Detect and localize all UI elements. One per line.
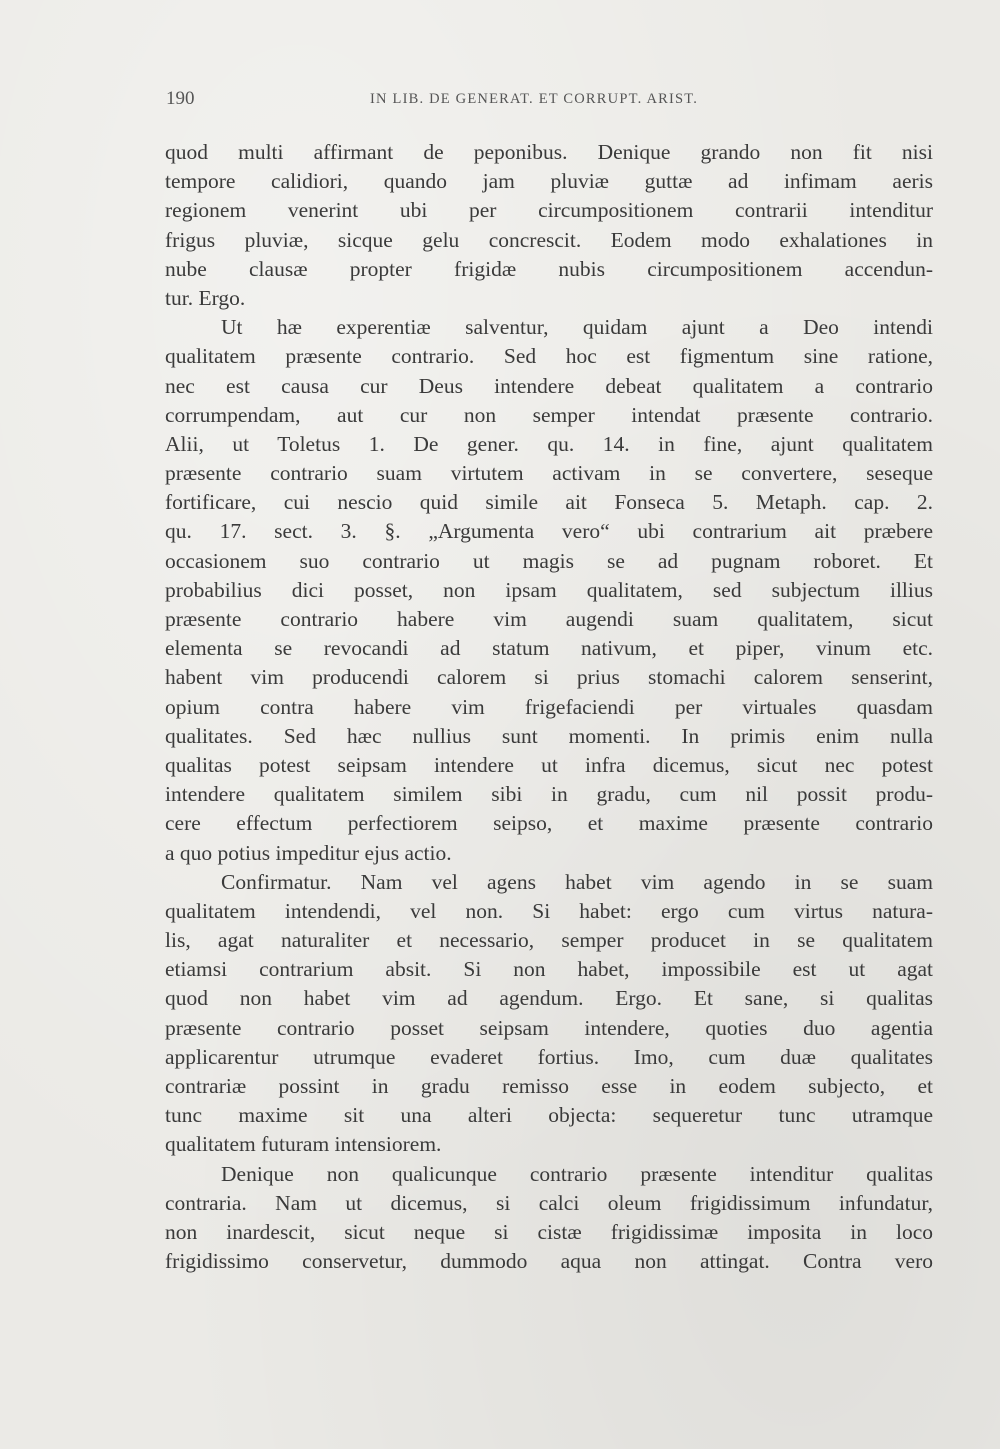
text-line: opium contra habere vim frigefaciendi per virtuales quasdam (165, 694, 933, 719)
text-line: Confirmatur. Nam vel agens habet vim agendo in se suam (221, 869, 933, 894)
text-line: non inardescit, sicut neque si cistæ frigidissimæ imposita in loco (165, 1219, 933, 1244)
text-line: lis, agat naturaliter et necessario, semper producet in se qualitatem (165, 928, 933, 953)
text-line: tempore calidiori, quando jam pluviæ guttæ ad infimam aeris (165, 169, 933, 194)
text-line: a quo potius impeditur ejus actio. (165, 840, 452, 865)
page-number: 190 (166, 88, 195, 109)
text-line: qualitates. Sed hæc nullius sunt momenti. In primis enim nulla (165, 723, 933, 748)
page-header (166, 88, 936, 112)
text-line: habent vim producendi calorem si prius stomachi calorem senserint, (165, 665, 933, 690)
text-line: contrariæ possint in gradu remisso esse in eodem subjecto, et (165, 1074, 933, 1098)
text-line: Ut hæ experentiæ salventur, quidam ajunt a Deo intendi (221, 315, 933, 340)
text-line: occasionem suo contrario ut magis se ad pugnam roboret. Et (165, 548, 933, 573)
text-line: fortificare, cui nescio quid simile ait Fonseca 5. Metaph. cap. 2. (165, 490, 933, 515)
text-line: qu. 17. sect. 3. §. „Argumenta vero“ ubi contrarium ait præbere (165, 519, 933, 544)
text-line: præsente contrario habere vim augendi suam qualitatem, sicut (165, 607, 933, 631)
text-line: cere effectum perfectiorem seipso, et maxime præsente contrario (165, 811, 933, 836)
paragraph (165, 313, 933, 868)
text-line: præsente contrario posset seipsam intendere, quoties duo agentia (165, 1015, 933, 1040)
text-line: qualitas potest seipsam intendere ut infra dicemus, sicut nec potest (165, 752, 933, 777)
text-line: intendere qualitatem similem sibi in gradu, cum nil possit produ- (165, 782, 933, 807)
text-line: tunc maxime sit una alteri objecta: sequeretur tunc utramque (165, 1103, 933, 1128)
text-line: corrumpendam, aut cur non semper intendat præsente contrario. (165, 402, 933, 427)
text-line: tur. Ergo. (165, 285, 246, 310)
text-line: qualitatem præsente contrario. Sed hoc est figmentum sine ratione, (165, 344, 933, 369)
text-line: nec est causa cur Deus intendere debeat qualitatem a contrario (165, 373, 933, 398)
text-line: etiamsi contrarium absit. Si non habet, impossibile est ut agat (165, 957, 933, 982)
text-line: applicarentur utrumque evaderet fortius. Imo, cum duæ qualitates (165, 1044, 933, 1069)
text-line: qualitatem intendendi, vel non. Si habet: ergo cum virtus natura- (165, 898, 933, 923)
text-line: præsente contrario suam virtutem activam in se convertere, seseque (165, 461, 933, 486)
text-line: quod non habet vim ad agendum. Ergo. Et sane, si qualitas (165, 986, 933, 1011)
paragraph (165, 1160, 933, 1277)
text-line: qualitatem futuram intensiorem. (165, 1132, 442, 1157)
text-line: nube clausæ propter frigidæ nubis circumpositionem accendun- (165, 256, 933, 281)
text-line: elementa se revocandi ad statum nativum, et piper, vinum etc. (165, 636, 933, 661)
text-line: probabilius dici posset, non ipsam qualitatem, sed subjectum illius (165, 577, 933, 602)
text-line: frigus pluviæ, sicque gelu concrescit. Eodem modo exhalationes in (165, 227, 933, 252)
text-line: quod multi affirmant de peponibus. Denique grando non fit nisi (165, 140, 933, 164)
text-line: Alii, ut Toletus 1. De gener. qu. 14. in fine, ajunt qualitatem (165, 431, 933, 456)
paragraph (165, 868, 933, 1160)
paragraph (165, 138, 933, 313)
text-line: Denique non qualicunque contrario præsente intenditur qualitas (221, 1161, 933, 1186)
text-line: contraria. Nam ut dicemus, si calci oleum frigidissimum infundatur, (165, 1190, 933, 1215)
running-head: IN LIB. DE GENERAT. ET CORRUPT. ARIST. (370, 91, 699, 107)
body-text (165, 138, 933, 1276)
text-line: frigidissimo conservetur, dummodo aqua non attingat. Contra vero (165, 1249, 933, 1274)
text-line: regionem venerint ubi per circumpositionem contrarii intenditur (165, 198, 933, 223)
